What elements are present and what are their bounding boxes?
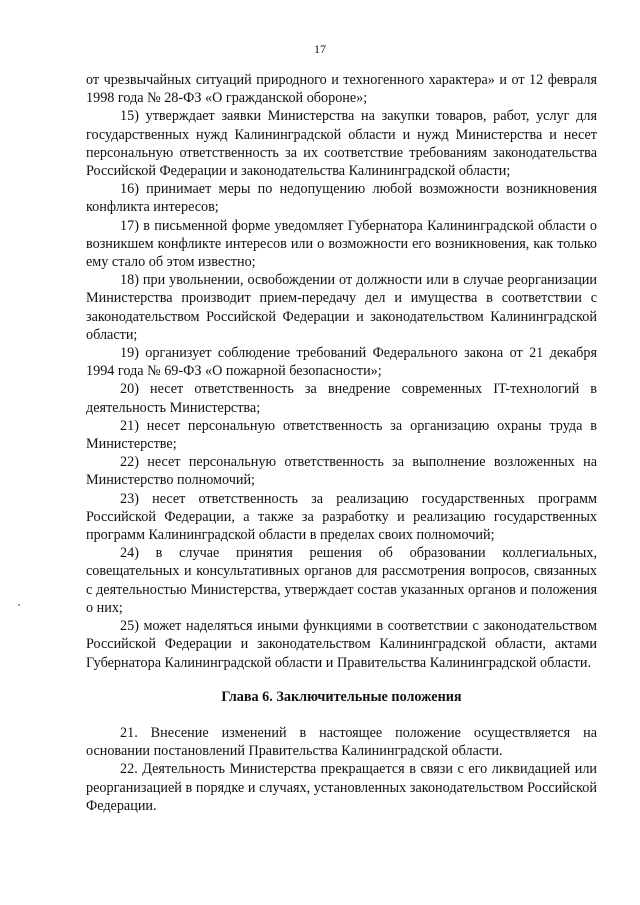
paragraph-item-15: 15) утверждает заявки Министерства на закупки товаров, работ, услуг для государственных нужд Калининградской области и нужд Министерства и несет персональную ответственность за их соответствие требованиям законодательства Российской Федерации и законодательства Калининградской области; bbox=[86, 108, 597, 180]
chapter-heading: Глава 6. Заключительные положения bbox=[221, 688, 462, 705]
paragraph-section-22: 22. Деятельность Министерства прекращается в связи с его ликвидацией или реорганизацией в порядке и случаях, установленных законодательством Российской Федерации. bbox=[86, 761, 597, 814]
paragraph-item-22: 22) несет персональную ответственность за выполнение возложенных на Министерство полномочий; bbox=[86, 454, 597, 489]
paragraph-item-24: 24) в случае принятия решения об образовании коллегиальных, совещательных и консультативных органов для рассмотрения вопросов, связанных с деятельностью Министерства, утверждает состав указанных органов и положения о них; bbox=[86, 545, 597, 616]
document-body bbox=[86, 71, 597, 815]
page-number: 17 bbox=[314, 42, 326, 56]
paragraph-item-20: 20) несет ответственность за внедрение современных IT-технологий в деятельность Министерства; bbox=[86, 381, 597, 416]
paragraph-item-25: 25) может наделяться иными функциями в соответствии с законодательством Российской Федерации и законодательством Калининградской области, актами Губернатора Калининградской области и Правительства Калининградской области. bbox=[86, 618, 597, 671]
paragraph-item-17: 17) в письменной форме уведомляет Губернатора Калининградской области о возникшем конфликте интересов или о возможности его возникновения, как только ему стало об этом известно; bbox=[86, 217, 597, 271]
paragraph-section-21: 21. Внесение изменений в настоящее положение осуществляется на основании постановлений Правительства Калининградской области. bbox=[86, 724, 597, 760]
paragraph-item-16: 16) принимает меры по недопущению любой возможности возникновения конфликта интересов; bbox=[86, 181, 597, 216]
paragraph-continuation: от чрезвычайных ситуаций природного и техногенного характера» и от 12 февраля 1998 года № 28-ФЗ «О гражданской обороне»; bbox=[86, 72, 597, 107]
paragraph-item-18: 18) при увольнении, освобождении от должности или в случае реорганизации Министерства производит прием-передачу дел и имущества в соответствии с законодательством Российской Федерации и законодательством Калининградской области; bbox=[86, 272, 597, 343]
scan-speck bbox=[18, 604, 20, 606]
paragraph-item-23: 23) несет ответственность за реализацию государственных программ Российской Федерации, а также за разработку и реализацию государственных программ Калининградской области в пределах своих полномочий; bbox=[86, 490, 597, 544]
paragraph-item-19: 19) организует соблюдение требований Федерального закона от 21 декабря 1994 года № 69-ФЗ «О пожарной безопасности»; bbox=[86, 345, 597, 380]
paragraph-item-21: 21) несет персональную ответственность за организацию охраны труда в Министерстве; bbox=[86, 417, 597, 453]
